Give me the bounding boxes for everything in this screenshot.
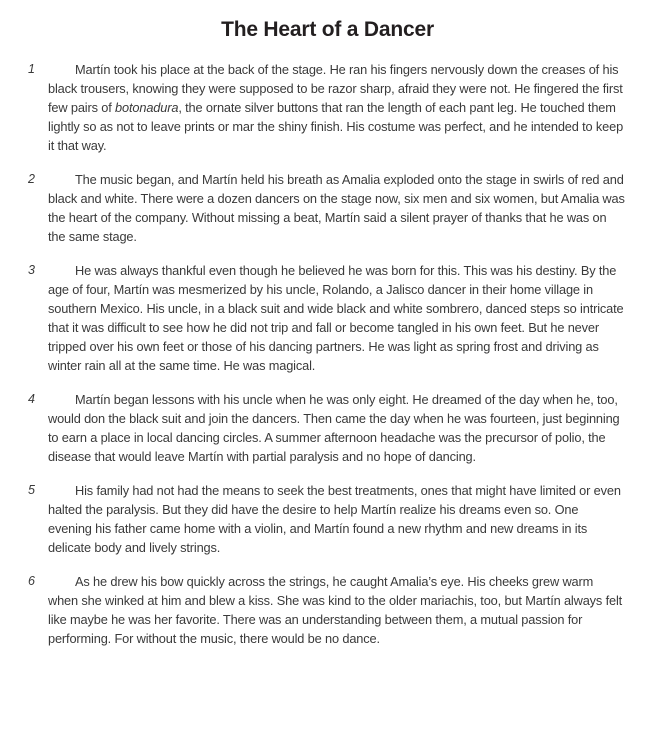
paragraph-2	[28, 170, 625, 246]
text-segment: As he drew his bow quickly across the strings, he caught Amalia’s eye. His cheeks grew warm when she winked at him and blew a kiss. She was kind to the older mariachis, too, but Martín always felt like maybe he was her favorite. There was an understanding between them, a mutual passion for performing. For without the music, there would be no dance.	[48, 574, 623, 646]
paragraph-number: 4	[28, 392, 35, 406]
paragraph-text	[48, 261, 625, 375]
paragraph-number: 3	[28, 263, 35, 277]
text-segment: He was always thankful even though he believed he was born for this. This was his destiny. By the age of four, Martín was mesmerized by his uncle, Rolando, a Jalisco dancer in their home village in southern Mexico. His uncle, in a black suit and wide black and white sombrero, danced steps so intricate that it was difficult to see how he did not trip and fall or become tangled in his own feet. But he never tripped over his own feet or those of his dancing partners. He was light as spring frost and driving as winter rain all at the same time. He was magical.	[48, 263, 624, 373]
text-segment: , the ornate silver buttons that ran the length of each pant leg. He touched them lightly so as not to leave prints or mar the shiny finish. His costume was perfect, and he intended to keep it that way.	[48, 100, 624, 153]
passage-title: The Heart of a Dancer	[221, 18, 434, 41]
text-segment: Martín began lessons with his uncle when he was only eight. He dreamed of the day when he, too, would don the black suit and join the dancers. Then came the day when he was fourteen, just beginning to earn a place in local dancing circles. A summer afternoon headache was the precursor of polio, the disease that would leave Martín with partial paralysis and no hope of dancing.	[48, 392, 620, 464]
passage-body	[0, 60, 655, 648]
paragraph-number: 5	[28, 483, 35, 497]
paragraph-number: 2	[28, 172, 35, 186]
paragraph-text	[48, 572, 625, 648]
paragraph-6	[28, 572, 625, 648]
paragraph-1	[28, 60, 625, 155]
paragraph-text	[48, 170, 625, 246]
italic-term: botonadura	[115, 100, 179, 115]
paragraph-3	[28, 261, 625, 375]
paragraph-number: 6	[28, 574, 35, 588]
paragraph-number: 1	[28, 62, 35, 76]
paragraph-4	[28, 390, 625, 466]
paragraph-text	[48, 481, 625, 557]
paragraph-text	[48, 60, 625, 155]
paragraph-text	[48, 390, 625, 466]
text-segment: Martín took his place at the back of the stage. He ran his fingers nervously down the creases of his black trousers, knowing they were supposed to be razor sharp, afraid they were not. He fingered the first few pairs of	[48, 62, 623, 115]
paragraph-5	[28, 481, 625, 557]
text-segment: The music began, and Martín held his breath as Amalia exploded onto the stage in swirls of red and black and white. There were a dozen dancers on the stage now, six men and six women, but Amalia was the heart of the company. Without missing a beat, Martín said a silent prayer of thanks that he was on the same stage.	[48, 172, 625, 244]
text-segment: His family had not had the means to seek the best treatments, ones that might have limited or even halted the paralysis. But they did have the desire to help Martín realize his dreams even so. One evening his father came home with a violin, and Martín found a new rhythm and new dreams in its delicate body and lively strings.	[48, 483, 621, 555]
